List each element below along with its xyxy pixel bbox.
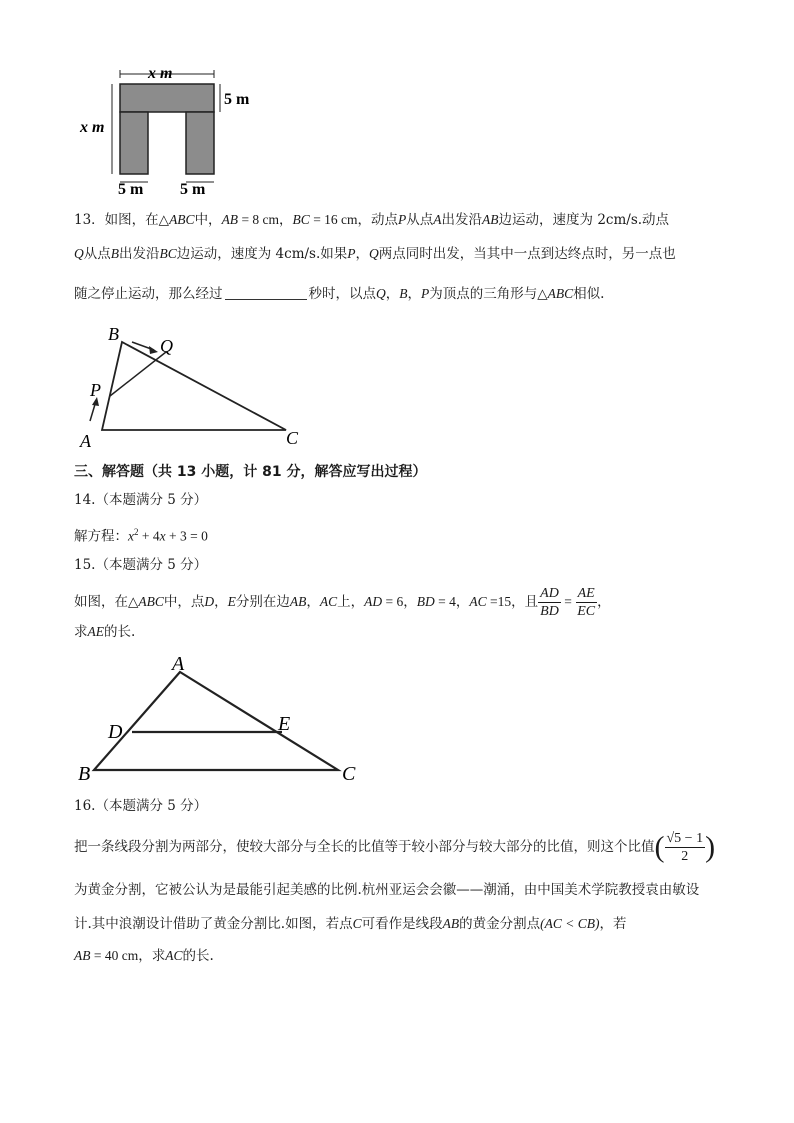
q16-header: 16.（本题满分 5 分） [74,798,208,814]
q13-label-C: C [286,428,299,448]
q15-line1: 如图，在△ABC中，点D，E分别在边AB，AC上，AD = 6，BD = 4，AC =15，且 $\frac{AD}{BD}$ = $\frac{AE}{EC}$ ， [74,586,611,619]
q13-line2: Q从点B出发沿BC边运动，速度为 4cm/s.如果P，Q两点同时出发，当其中一点到达终点时，另一点也 [74,246,676,262]
q15-triangle-figure [76,652,376,786]
fraction-ae-ec: $\frac{AE}{EC}$ [577,586,596,619]
q16-line2: 为黄金分割，它被公认为是最能引起美感的比例.杭州亚运会会徽——潮涌，由中国美术学院教授袁由敏设 [74,882,700,898]
q15-label-E: E [278,713,291,735]
q16-line1: 把一条线段分割为两部分，使较大部分与全长的比值等于较小部分与较大部分的比值，则这个比值( $\frac{√5 - 1}{2}$ ) [74,830,716,864]
q13-label-Q: Q [160,336,173,356]
label-top: x m [148,65,173,82]
label-right: 5 m [224,91,250,108]
answer-blank[interactable] [225,285,307,300]
q15-header: 15.（本题满分 5 分） [74,557,208,573]
label-left: x m [80,119,105,136]
q14-header: 14.（本题满分 5 分） [74,492,208,508]
q15-label-D: D [108,721,123,743]
q13-line1: 13．如图，在△ABC中，AB = 8 cm，BC = 16 cm，动点P从点A出发沿AB边运动，速度为 2cm/s.动点 [74,212,670,228]
rectangle-figure [78,62,268,202]
q15-label-B: B [78,763,91,785]
q13-line3: 随之停止运动，那么经过 秒时，以点Q，B，P为顶点的三角形与△ABC相似. [74,286,605,302]
section-3-title: 三、解答题（共 13 小题，计 81 分，解答应写出过程） [74,464,427,480]
q15-label-C: C [342,763,356,785]
q16-line3: 计.其中浪潮设计借助了黄金分割比.如图，若点C可看作是线段AB的黄金分割点(AC < CB)，若 [74,916,627,932]
q13-label-B: B [108,326,119,344]
q13-label-P: P [90,380,101,400]
q16-line4: AB = 40 cm，求AC的长. [74,948,214,964]
q15-label-A: A [172,653,185,675]
q13-triangle-figure [74,326,314,450]
golden-ratio-fraction: $\frac{√5 - 1}{2}$ [666,831,704,864]
q14-equation: 解方程：$x^2 + 4x + 3 = 0$ [74,527,208,545]
fraction-ad-bd: $\frac{AD}{BD}$ [540,586,559,619]
q15-line2: 求AE的长. [74,624,136,640]
q13-label-A: A [80,431,91,450]
label-bottom-left: 5 m [118,181,144,198]
label-bottom-right: 5 m [180,181,206,198]
